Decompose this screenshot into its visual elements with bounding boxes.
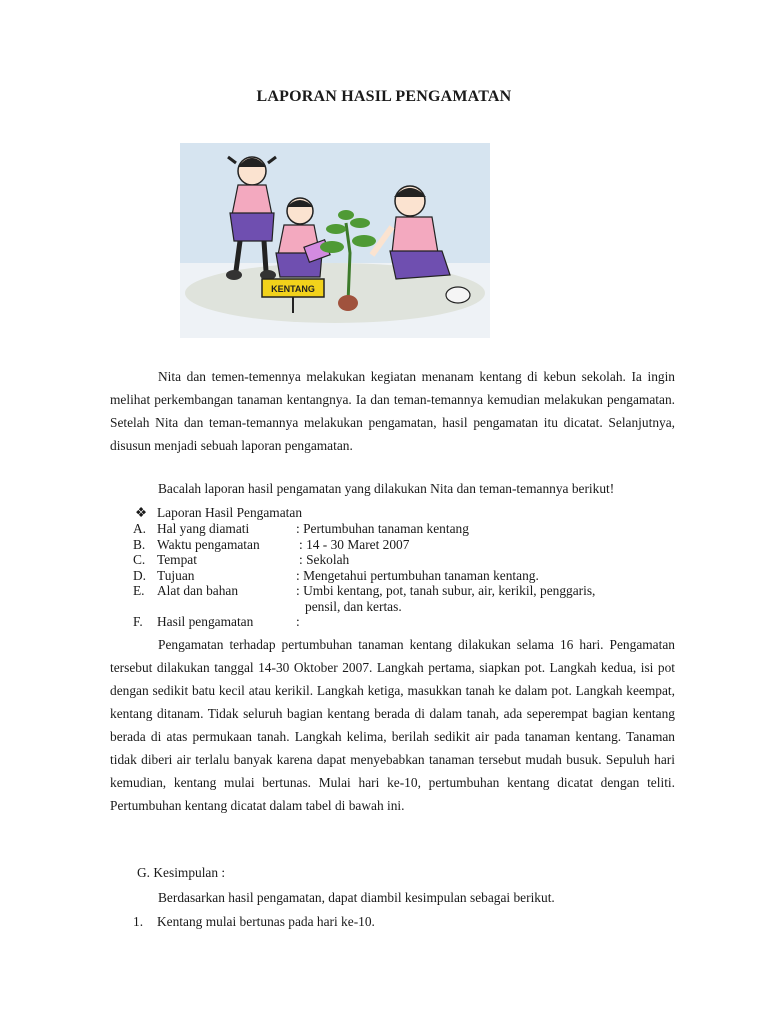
report-heading	[135, 505, 302, 521]
report-heading-text: Laporan Hasil Pengamatan	[157, 505, 303, 520]
diamond-bullet-icon: ❖	[135, 505, 148, 520]
intro-paragraph: Nita dan temen-temennya melakukan kegiatan menanam kentang di kebun sekolah. Ia ingin melihat perkembangan tanaman kentangnya. Ia dan teman-temannya kemudian melakukan pengamatan. Setelah Nita dan teman-temannya melakukan pengamatan, hasil pengamatan itu dicatat. Selanjutnya, disusun menjadi sebuah laporan pengamatan.	[110, 369, 675, 453]
observation-paragraph: Pengamatan terhadap pertumbuhan tanaman kentang dilakukan selama 16 hari. Pengamatan tersebut dilakukan tanggal 14-30 Oktober 2007. Langkah pertama, siapkan pot. Langkah kedua, isi pot dengan sedikit batu kecil atau kerikil. Langkah ketiga, masukkan tanah ke dalam pot. Langkah keempat, kentang ditanam. Tidak seluruh bagian kentang berada di dalam tanah, ada seperempat bagian kentang berada di atas permukaan tanah. Langkah kelima, berilah sedikit air pada tanaman kentang. Tanaman tidak diberi air terlalu banyak karena dapat menyebabkan tanaman tersebut mudah busuk. Sepuluh hari kemudian, kentang mulai bertunas. Mulai hari ke-10, pertumbuhan kentang dicatat dengan teliti. Pertumbuhan kentang dicatat dalam tabel di bawah ini.	[110, 637, 675, 813]
sign-label: KENTANG	[271, 284, 315, 294]
conclusion-intro: Berdasarkan hasil pengamatan, dapat diambil kesimpulan sebagai berikut.	[158, 890, 555, 905]
children-planting-potato-illustration	[180, 143, 490, 338]
page-title: LAPORAN HASIL PENGAMATAN	[256, 88, 512, 105]
conclusion-list-item: 1. Kentang mulai bertunas pada hari ke-10.	[133, 914, 375, 929]
instruction-text: Bacalah laporan hasil pengamatan yang dilakukan Nita dan teman-temannya berikut!	[158, 481, 615, 496]
conclusion-heading: G. Kesimpulan :	[137, 865, 226, 880]
